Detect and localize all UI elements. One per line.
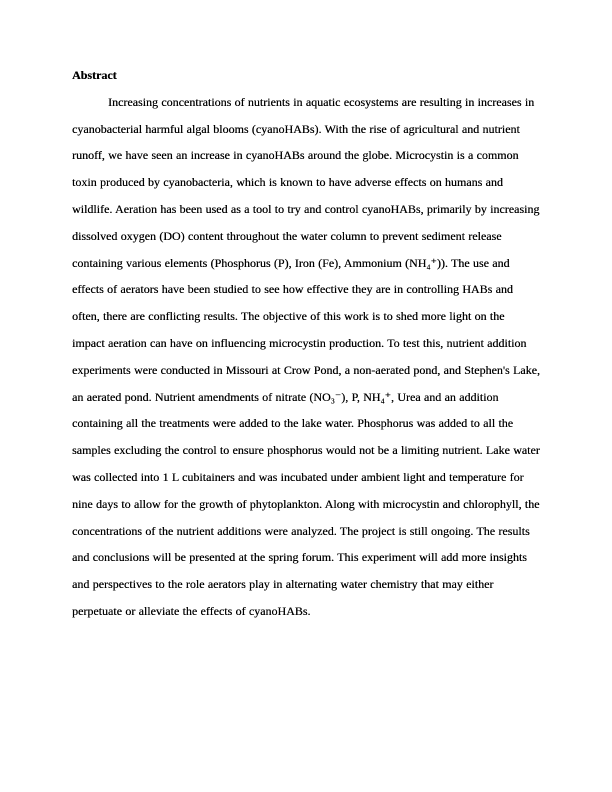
abstract-paragraph: Increasing concentrations of nutrients in aquatic ecosystems are resulting in increases in cyanobacterial harmful algal blooms (cyanoHABs). With the rise of agricultural and nutrient runoff, we have seen an increase in cyanoHABs around the globe. Microcystin is a common toxin produced by cyanobacteria, which is known to have adverse effects on humans and wildlife. Aeration has been used as a tool to try and control cyanoHABs, primarily by increasing dissolved oxygen (DO) content throughout the water column to prevent sediment release containing various elements (Phosphorus (P), Iron (Fe), Ammonium (NH₄⁺)). The use and effects of aerators have been studied to see how effective they are in controlling HABs and often, there are conflicting results. The objective of this work is to shed more light on the impact aeration can have on influencing microcystin production. To test this, nutrient addition experiments were conducted in Missouri at Crow Pond, a non-aerated pond, and Stephen's Lake, an aerated pond. Nutrient amendments of nitrate (NO₃⁻), P, NH₄⁺, Urea and an addition containing all the treatments were added to the lake water. Phosphorus was added to all the samples excluding the control to ensure phosphorus would not be a limiting nutrient. Lake water was collected into 1 L cubitainers and was incubated under ambient light and temperature for nine days to allow for the growth of phytoplankton. Along with microcystin and chlorophyll, the concentrations of the nutrient additions were analyzed. The project is still ongoing. The results and conclusions will be presented at the spring forum. This experiment will add more insights and perspectives to the role aerators play in alternating water chemistry that may either perpetuate or alleviate the effects of cyanoHABs. [72,94,540,618]
abstract-section [72,62,540,625]
abstract-heading: Abstract [72,68,117,82]
